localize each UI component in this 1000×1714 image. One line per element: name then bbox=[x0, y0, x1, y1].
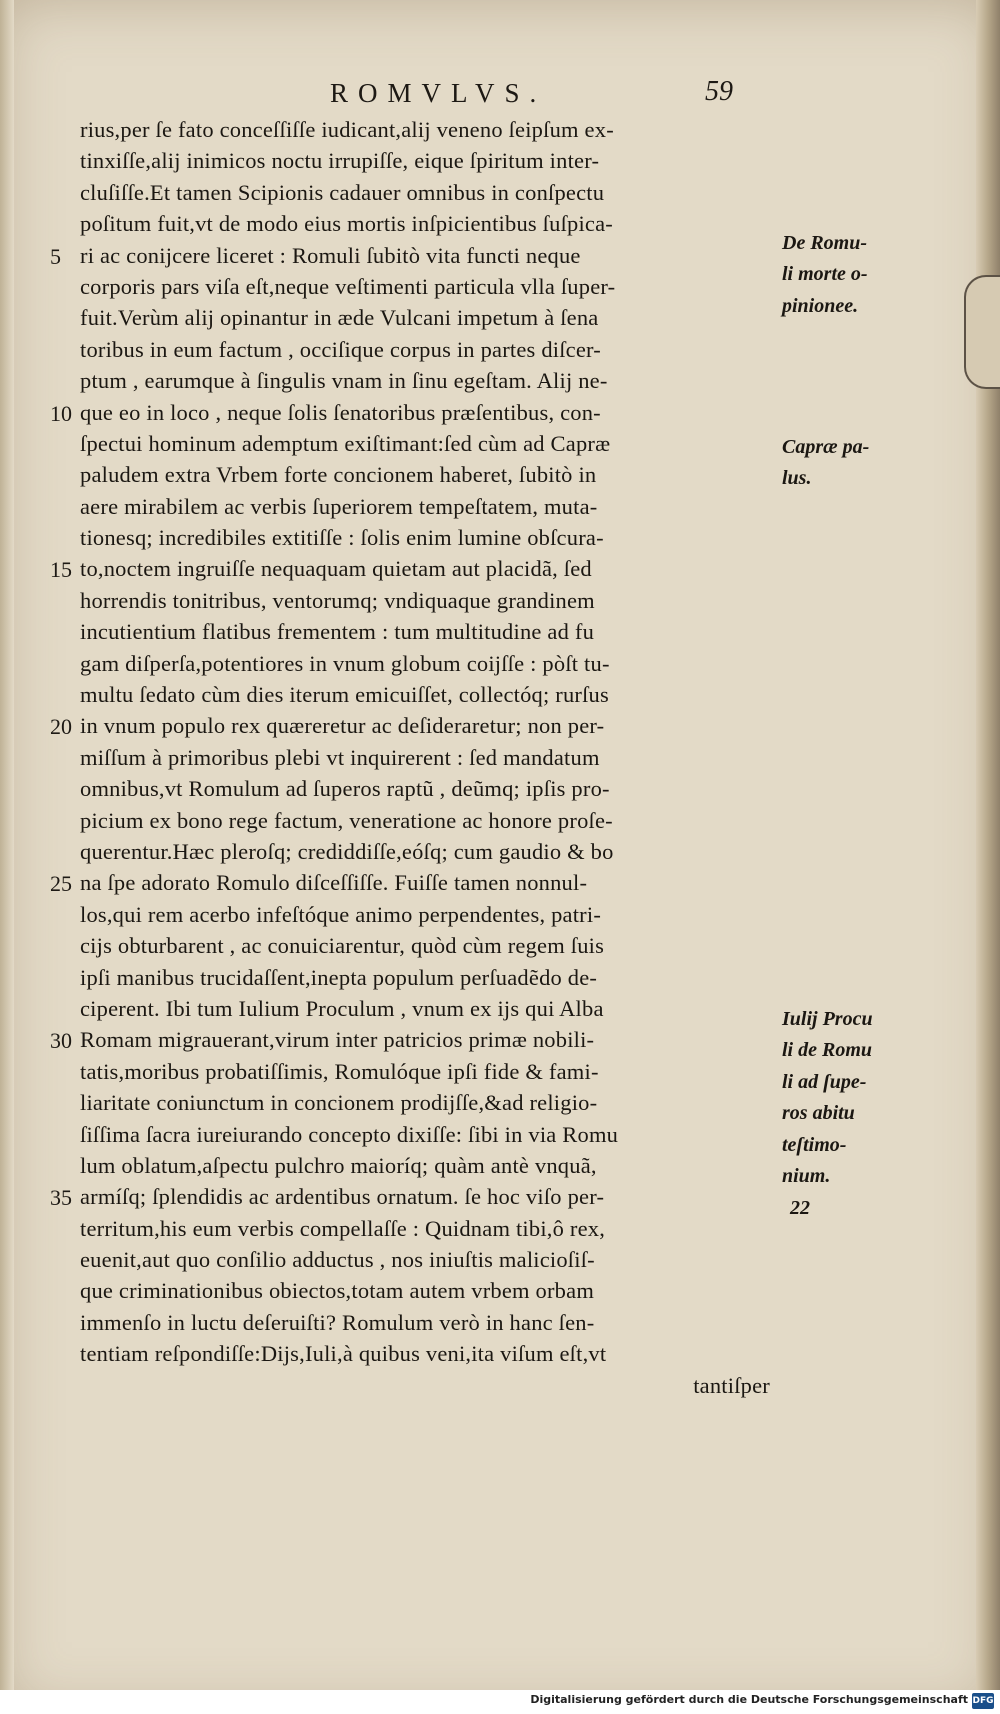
line-text: picium ex bono rege factum, veneratione ac honore proſe- bbox=[80, 807, 613, 833]
line-text: toribus in eum factum , occiſique corpus in partes diſcer- bbox=[80, 336, 601, 362]
text-line bbox=[50, 274, 790, 305]
line-text: armíſq; ſplendidis ac ardentibus ornatum. ſe hoc viſo per- bbox=[80, 1184, 605, 1210]
line-text: incutientium flatibus frementem : tum multitudine ad fu bbox=[80, 619, 595, 645]
margin-note-line: lus. bbox=[782, 467, 812, 490]
text-line bbox=[50, 996, 790, 1027]
line-text: tinxiſſe,alij inimicos noctu irrupiſſe, eique ſpiritum inter- bbox=[80, 148, 600, 174]
line-text: cijs obturbarent , ac conuiciarentur, quòd cùm regem ſuis bbox=[80, 933, 605, 959]
text-line bbox=[50, 556, 790, 587]
line-text: immenſo in luctu deſeruiſti? Romulum verò in hanc ſen- bbox=[80, 1309, 595, 1335]
text-line bbox=[50, 462, 790, 493]
margin-note-line: De Romu- bbox=[782, 232, 867, 254]
line-text: ſpectui hominum ademptum exiſtimant:ſed cùm ad Capræ bbox=[80, 430, 611, 456]
text-line bbox=[50, 243, 790, 274]
line-number: 10 bbox=[50, 400, 72, 426]
text-line bbox=[50, 400, 790, 431]
line-number: 15 bbox=[50, 557, 72, 583]
text-line bbox=[50, 776, 790, 807]
margin-note-line: nium. bbox=[782, 1165, 831, 1188]
line-text: lum oblatum,aſpectu pulchro maioríq; quàm antè vnquã, bbox=[80, 1152, 597, 1178]
footer-bar bbox=[0, 1690, 1000, 1714]
line-text: cluſiſſe.Et tamen Scipionis cadauer omnibus in conſpectu bbox=[80, 179, 605, 205]
page-header bbox=[330, 78, 770, 118]
text-line bbox=[50, 525, 790, 556]
margin-note-line: li ad ſupe- bbox=[782, 1070, 867, 1093]
line-text: multu ſedato cùm dies iterum emicuiſſet, collectóq; rurſus bbox=[80, 682, 609, 708]
text-line bbox=[50, 1216, 790, 1247]
margin-note-line: li morte o- bbox=[782, 263, 868, 286]
line-text: poſitum fuit,vt de modo eius mortis inſpicientibus ſuſpica- bbox=[80, 211, 613, 237]
line-text: ciperent. Ibi tum Iulium Proculum , vnum ex ijs qui Alba bbox=[80, 995, 604, 1021]
text-line bbox=[50, 494, 790, 525]
line-text: que eo in loco , neque ſolis ſenatoribus præſentibus, con- bbox=[80, 399, 601, 425]
line-number: 5 bbox=[50, 243, 61, 269]
page-tab-mark bbox=[964, 275, 1000, 389]
line-text: fuit.Verùm alij opinantur in æde Vulcani impetum à ſena bbox=[80, 305, 599, 331]
text-line bbox=[50, 1278, 790, 1309]
text-line bbox=[50, 682, 790, 713]
margin-note-line: li de Romu bbox=[782, 1039, 873, 1062]
margin-note-number bbox=[790, 1193, 910, 1224]
line-number: 30 bbox=[50, 1028, 72, 1054]
catchword: tantiſper bbox=[693, 1372, 770, 1398]
text-line bbox=[50, 839, 790, 870]
line-text: ſiſſima ſacra iureiurando concepto dixiſſe: ſibi in via Romu bbox=[80, 1121, 619, 1147]
text-line bbox=[50, 1027, 790, 1058]
text-line bbox=[50, 180, 790, 211]
text-line bbox=[50, 1090, 790, 1121]
margin-note-line: Iulij Procu bbox=[782, 1008, 873, 1030]
text-line bbox=[50, 305, 790, 336]
text-line bbox=[50, 1153, 790, 1184]
line-text: in vnum populo rex quæreretur ac deſideraretur; non per- bbox=[80, 713, 605, 739]
page-edge bbox=[976, 0, 1000, 1690]
line-text: euenit,aut quo conſilio adductus , nos iniuſtis malicioſiſ- bbox=[80, 1247, 595, 1273]
margin-note-iulij-proculi bbox=[782, 1004, 902, 1192]
line-text: tatis,moribus probatiſſimis, Romulóque ipſi fide & fami- bbox=[80, 1058, 599, 1084]
line-text: corporis pars viſa eſt,neque veſtimenti particula vlla ſuper- bbox=[80, 273, 616, 299]
line-text: tionesq; incredibiles extitiſſe : ſolis enim lumine obſcura- bbox=[80, 525, 604, 551]
line-number: 35 bbox=[50, 1185, 72, 1211]
line-text: ipſi manibus trucidaſſent,inepta populum perſuadẽdo de- bbox=[80, 964, 598, 990]
text-line bbox=[50, 808, 790, 839]
margin-note-line: 22 bbox=[790, 1197, 810, 1219]
margin-note-line: teſtimo- bbox=[782, 1133, 847, 1156]
text-line bbox=[50, 588, 790, 619]
line-text: Romam migrauerant,virum inter patricios primæ nobili- bbox=[80, 1027, 595, 1053]
line-number: 25 bbox=[50, 871, 72, 897]
text-line bbox=[50, 1184, 790, 1215]
page-number: 59 bbox=[705, 76, 733, 107]
line-text: horrendis tonitribus, ventorumq; vndiquaque grandinem bbox=[80, 587, 595, 613]
line-text: paludem extra Vrbem forte concionem haberet, ſubitò in bbox=[80, 462, 597, 488]
line-text: aere mirabilem ac verbis ſuperiorem tempeſtatem, muta- bbox=[80, 493, 598, 519]
catchword-line bbox=[50, 1373, 790, 1404]
line-number: 20 bbox=[50, 714, 72, 740]
text-line bbox=[50, 117, 790, 148]
text-line bbox=[50, 933, 790, 964]
text-line bbox=[50, 211, 790, 242]
dfg-logo: DFG bbox=[972, 1693, 994, 1709]
text-line bbox=[50, 148, 790, 179]
text-line bbox=[50, 713, 790, 744]
line-text: ptum , earumque à ſingulis vnam in ſinu egeſtam. Alij ne- bbox=[80, 368, 608, 394]
binding-edge bbox=[0, 0, 14, 1714]
line-text: ri ac conijcere liceret : Romuli ſubitò vita functi neque bbox=[80, 242, 581, 268]
text-line bbox=[50, 431, 790, 462]
text-line bbox=[50, 1122, 790, 1153]
margin-note-line: pinionee. bbox=[782, 294, 859, 317]
text-line bbox=[50, 619, 790, 650]
main-text bbox=[50, 117, 790, 1404]
line-text: miſſum à primoribus plebi vt inquirerent : ſed mandatum bbox=[80, 744, 600, 770]
text-line bbox=[50, 965, 790, 996]
line-text: to,noctem ingruiſſe nequaquam quietam aut placidã, ſed bbox=[80, 556, 592, 582]
margin-note-line: Capræ pa- bbox=[782, 436, 870, 458]
margin-note-de-romuli-morte bbox=[782, 228, 902, 322]
margin-note-caprae-palus bbox=[782, 432, 902, 495]
text-line bbox=[50, 902, 790, 933]
line-text: omnibus,vt Romulum ad ſuperos raptũ , deũmq; ipſis pro- bbox=[80, 776, 610, 802]
line-text: gam diſperſa,potentiores in vnum globum coijſſe : pòſt tu- bbox=[80, 650, 610, 676]
line-text: los,qui rem acerbo infeſtóque animo perpendentes, patri- bbox=[80, 901, 602, 927]
line-text: querentur.Hæc pleroſq; crediddiſſe,eóſq; cum gaudio & bo bbox=[80, 838, 614, 864]
text-line bbox=[50, 1310, 790, 1341]
line-text: que criminationibus obiectos,totam autem vrbem orbam bbox=[80, 1278, 595, 1304]
line-text: liaritate coniunctum in concionem prodijſſe,&ad religio- bbox=[80, 1090, 598, 1116]
margin-note-line: ros abitu bbox=[782, 1102, 855, 1125]
text-line bbox=[50, 1341, 790, 1372]
line-text: territum,his eum verbis compellaſſe : Quidnam tibi,ô rex, bbox=[80, 1215, 606, 1241]
running-head: ROMVLVS. bbox=[330, 78, 547, 108]
text-line bbox=[50, 870, 790, 901]
line-text: rius,per ſe fato conceſſiſſe iudicant,alij veneno ſeipſum ex- bbox=[80, 117, 614, 142]
footer-text: Digitalisierung gefördert durch die Deutsche Forschungsgemeinschaft bbox=[530, 1693, 968, 1706]
line-text: tentiam reſpondiſſe:Dijs,Iuli,à quibus veni,ita viſum eſt,vt bbox=[80, 1341, 607, 1367]
line-text: na ſpe adorato Romulo diſceſſiſſe. Fuiſſe tamen nonnul- bbox=[80, 870, 588, 896]
text-line bbox=[50, 337, 790, 368]
text-line bbox=[50, 1247, 790, 1278]
text-line bbox=[50, 745, 790, 776]
text-line bbox=[50, 651, 790, 682]
text-line bbox=[50, 368, 790, 399]
text-line bbox=[50, 1059, 790, 1090]
